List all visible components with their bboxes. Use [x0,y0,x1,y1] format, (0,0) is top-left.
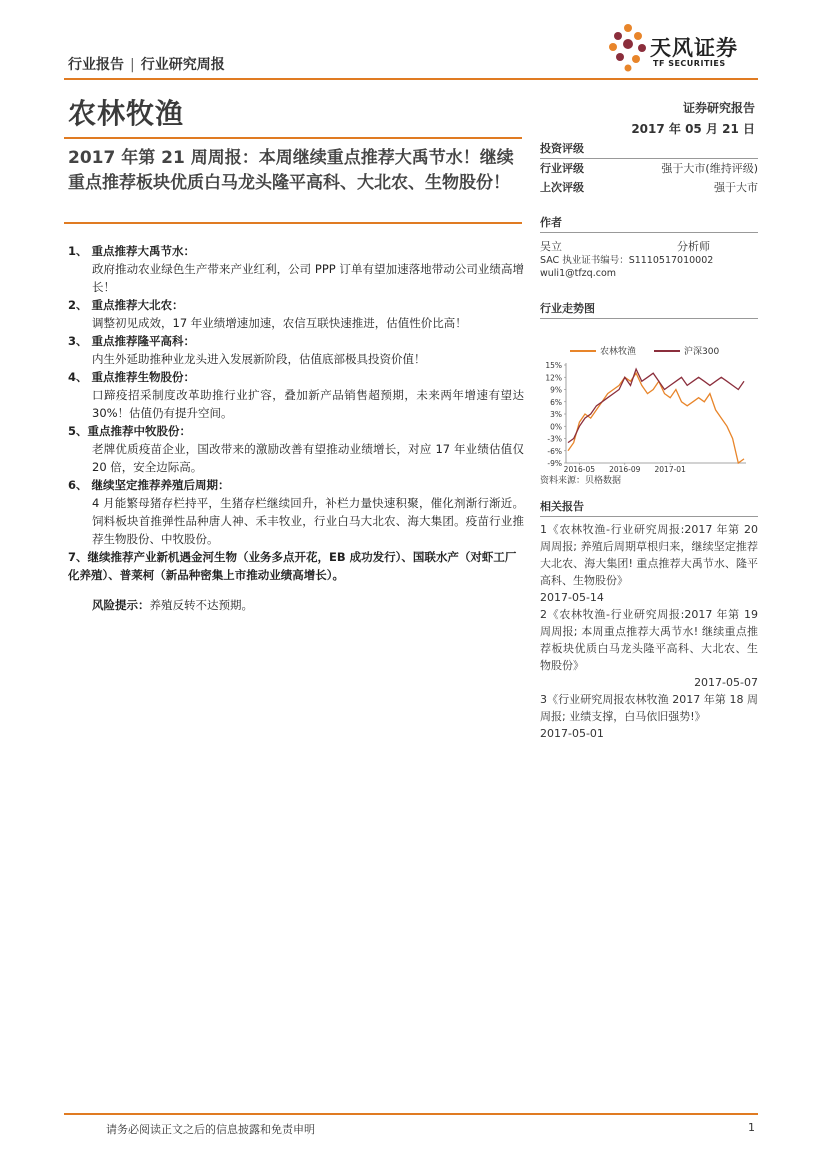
title-rule-top [64,137,522,139]
tf-securities-logo [608,22,758,74]
rating-heading: 投资评级 [540,140,758,159]
trend-chart [540,323,758,473]
rating-row [540,159,758,178]
footer-rule [64,1113,758,1115]
point-head: 1、 重点推荐大禹节水： [68,244,196,258]
point-head: 7、继续推荐产业新机遇金河生物（业务多点开花，EB 成功发行）、国联水产（对虾工厂化养殖）、普莱柯（新品种密集上市推动业绩高增长）。 [68,550,517,582]
point-body: 老牌优质疫苗企业，国改带来的激励改善有望推动业绩增长，对应 17 年业绩估值仅 20 倍，安全边际高。 [92,442,524,474]
trend-heading: 行业走势图 [540,300,758,319]
related-date: 2017-05-14 [540,591,604,604]
title-rule-bottom [64,222,522,224]
y-tick-label: 6% [550,397,562,407]
related-heading: 相关报告 [540,498,758,517]
risk-label: 风险提示： [92,598,150,612]
x-tick-label: 2016-09 [609,465,641,473]
author-role: 分析师 [677,240,710,253]
y-tick-label: -3% [547,434,562,444]
y-tick-label: 3% [550,410,562,419]
point-body: 口蹄疫招采制度改革助推行业扩容，叠加新产品销售超预期，未来两年增速有望达 30%！估值仍有提升空间。 [92,388,524,420]
point-head: 4、 重点推荐生物股份： [68,370,196,384]
related-list [540,521,758,742]
point-1 [68,242,524,296]
rating-row [540,178,758,197]
related-text: 1《农林牧渔-行业研究周报:2017 年第 20 周周报; 养殖后周期草根归来，继续坚定推荐大北农、海大集团! 重点推荐大禹节水、隆平高科、生物股份》 [540,523,758,587]
x-tick-label: 2016-05 [563,465,596,473]
key-points [68,242,524,614]
y-tick-label: -9% [547,459,562,468]
point-body: 4 月能繁母猪存栏持平，生猪存栏继续回升，补栏力量快速积聚，催化剂渐行渐近。饲料板块首推弹性品种唐人神、禾丰牧业，行业白马大北农、海大集团。疫苗行业推荐生物股份、中牧股份。 [92,496,524,546]
report-category [68,54,225,74]
rating-key: 行业评级 [540,162,584,175]
logo-en: TF SECURITIES [653,59,726,68]
point-6 [68,476,524,548]
category-separator: | [130,57,135,73]
point-3 [68,332,524,368]
subcategory-label: 行业研究周报 [140,57,225,73]
legend-label: 农林牧渔 [600,347,637,357]
y-tick-label: 12% [545,373,562,383]
author-box [540,214,758,280]
point-head: 5、重点推荐中牧股份： [68,424,192,438]
point-head: 2、 重点推荐大北农： [68,298,184,312]
trend-source: 资料来源：贝格数据 [540,476,622,486]
point-head: 6、 继续坚定推荐养殖后周期： [68,478,230,492]
y-tick-label: 0% [550,422,562,432]
rating-value: 强于大市 [714,181,758,194]
y-tick-label: 9% [550,385,562,395]
related-date: 2017-05-01 [540,727,604,740]
rating-box [540,140,758,197]
header-rule [64,78,758,80]
author-heading: 作者 [540,214,758,233]
report-title: 2017 年第 21 周周报：本周继续重点推荐大禹节水！继续重点推荐板块优质白马龙头隆平高科、大北农、生物股份！ [68,148,514,193]
related-item[interactable] [540,606,758,674]
sector-title: 农林牧渔 [68,97,185,130]
author-email: wuli1@tfzq.com [540,268,617,279]
point-body: 政府推动农业绿色生产带来产业红利，公司 PPP 订单有望加速落地带动公司业绩高增长！ [92,262,524,294]
logo-cn: 天风证券 [650,36,738,60]
rating-key: 上次评级 [540,181,584,194]
related-text: 2《农林牧渔-行业研究周报:2017 年第 19 周周报; 本周重点推荐大禹节水! 继续重点推荐板块优质白马龙头隆平高科、大北农、生物股份》 [540,608,758,672]
report-type: 证券研究报告 [682,101,755,115]
point-body: 调整初见成效，17 年业绩增速加速，农信互联快速推进，估值性价比高！ [92,316,467,330]
point-5 [68,422,524,476]
point-head: 3、 重点推荐隆平高科： [68,334,196,348]
related-date: 2017-05-07 [694,676,758,689]
point-2 [68,296,524,332]
report-date: 2017 年 05 月 21 日 [631,122,755,136]
y-tick-label: -6% [547,446,562,456]
author-cert: SAC 执业证书编号：S1110517010002 [540,255,714,266]
page-number: 1 [748,1121,755,1134]
category-label: 行业报告 [68,57,124,73]
point-7 [68,548,524,584]
legend-label: 沪深300 [684,347,720,357]
point-body: 内生外延助推种业龙头进入发展新阶段，估值底部极具投资价值！ [92,352,426,366]
logo-mark-icon [608,22,648,72]
trend-box [540,300,758,488]
series-line [568,369,744,443]
series-line [568,373,744,463]
related-item[interactable] [540,691,758,725]
related-text: 3《行业研究周报农林牧渔 2017 年第 18 周周报; 业绩支撑，白马依旧强势!》 [540,693,758,723]
risk-warning [68,596,524,614]
related-box [540,498,758,742]
y-tick-label: 15% [545,361,562,370]
related-item[interactable] [540,521,758,589]
author-row [540,239,758,254]
x-tick-label: 2017-01 [654,465,686,473]
rating-value: 强于大市(维持评级) [661,162,758,175]
point-4 [68,368,524,422]
author-name: 吴立 [540,240,562,253]
footer-disclaimer: 请务必阅读正文之后的信息披露和免责申明 [106,1123,315,1136]
risk-text: 养殖反转不达预期。 [149,598,253,612]
